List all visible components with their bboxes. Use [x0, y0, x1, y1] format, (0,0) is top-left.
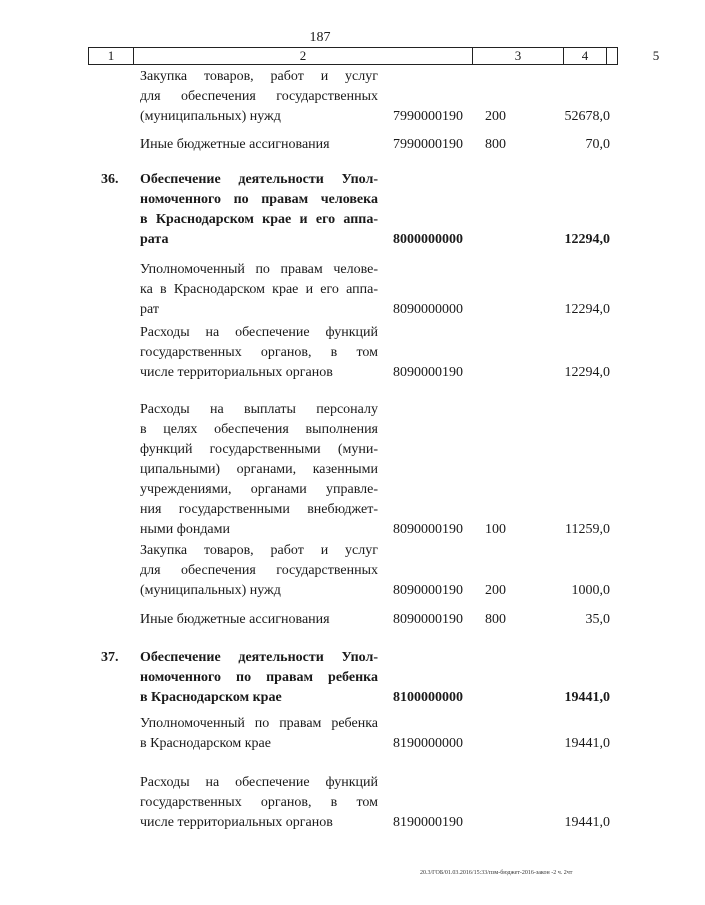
header-col-5: 5	[652, 48, 660, 63]
item-number: 37.	[101, 650, 119, 665]
header-col-3: 3	[473, 48, 564, 64]
expense-type-code: 100	[485, 522, 506, 537]
target-article-code: 7990000190	[393, 137, 463, 152]
description-line: функций государственными (муни-	[140, 442, 378, 457]
description-line: для обеспечения государственных	[140, 89, 378, 104]
row-description	[140, 260, 378, 320]
row-description	[140, 323, 378, 383]
expense-type-code: 800	[485, 137, 506, 152]
expense-type-code: 800	[485, 612, 506, 627]
description-line: (муниципальных) нужд	[140, 109, 281, 124]
description-line: числе территориальных органов	[140, 365, 333, 380]
description-line: Обеспечение деятельности Упол-	[140, 650, 378, 665]
row-description	[140, 67, 378, 127]
row-description	[140, 400, 378, 540]
target-article-code: 8090000190	[393, 612, 463, 627]
description-line: Уполномоченный по правам ребенка	[140, 716, 378, 731]
row-description	[140, 610, 378, 630]
amount: 19441,0	[564, 815, 610, 830]
expense-type-code: 200	[485, 109, 506, 124]
target-article-code: 8090000190	[393, 522, 463, 537]
description-line: Расходы на обеспечение функций	[140, 775, 378, 790]
description-line: в целях обеспечения выполнения	[140, 422, 378, 437]
description-line: Расходы на выплаты персоналу	[140, 402, 378, 417]
target-article-code: 8000000000	[393, 232, 463, 247]
description-line: рат	[140, 302, 159, 317]
description-line: государственных органов, в том	[140, 795, 378, 810]
description-line: Уполномоченный по правам челове-	[140, 262, 378, 277]
target-article-code: 8190000190	[393, 815, 463, 830]
description-line: числе территориальных органов	[140, 815, 333, 830]
header-col-2: 2	[134, 48, 473, 64]
description-line: номоченного по правам ребенка	[140, 670, 378, 685]
description-line: учреждениями, органами управле-	[140, 482, 378, 497]
description-line: в Краснодарском крае	[140, 736, 271, 751]
row-description	[140, 135, 378, 155]
page-number: 187	[309, 30, 331, 45]
header-col-1: 1	[89, 48, 134, 64]
amount: 1000,0	[571, 583, 610, 598]
description-line: номоченного по правам человека	[140, 192, 378, 207]
description-line: Иные бюджетные ассигнования	[140, 612, 330, 627]
target-article-code: 8090000190	[393, 583, 463, 598]
amount: 70,0	[585, 137, 610, 152]
amount: 12294,0	[564, 365, 610, 380]
target-article-code: 7990000190	[393, 109, 463, 124]
target-article-code: 8090000190	[393, 365, 463, 380]
description-line: для обеспечения государственных	[140, 563, 378, 578]
description-line: Иные бюджетные ассигнования	[140, 137, 330, 152]
description-line: Расходы на обеспечение функций	[140, 325, 378, 340]
item-number: 36.	[101, 172, 119, 187]
header-col-4: 4	[564, 48, 607, 64]
description-line: Обеспечение деятельности Упол-	[140, 172, 378, 187]
target-article-code: 8090000000	[393, 302, 463, 317]
description-line: рата	[140, 232, 169, 247]
expense-type-code: 200	[485, 583, 506, 598]
amount: 11259,0	[565, 522, 610, 537]
row-description	[140, 541, 378, 601]
description-line: ка в Краснодарском крае и его аппа-	[140, 282, 378, 297]
amount: 12294,0	[564, 232, 610, 247]
row-description	[140, 648, 378, 708]
target-article-code: 8190000000	[393, 736, 463, 751]
footer-stamp: 20.3/ГОБ/01.03.2016/15:33/пзм-бюджет-2016-закон -2 ч. 2чт	[420, 870, 573, 876]
amount: 19441,0	[564, 736, 610, 751]
description-line: в Краснодарском крае и его аппа-	[140, 212, 378, 227]
row-description	[140, 170, 378, 250]
table-header	[88, 47, 660, 65]
description-line: ципальными) органами, казенными	[140, 462, 378, 477]
amount: 52678,0	[564, 109, 610, 124]
description-line: Закупка товаров, работ и услуг	[140, 543, 378, 558]
description-line: ния государственными внебюджет-	[140, 502, 378, 517]
row-description	[140, 714, 378, 754]
amount: 35,0	[585, 612, 610, 627]
description-line: государственных органов, в том	[140, 345, 378, 360]
target-article-code: 8100000000	[393, 690, 463, 705]
amount: 12294,0	[564, 302, 610, 317]
description-line: ными фондами	[140, 522, 231, 537]
description-line: (муниципальных) нужд	[140, 583, 281, 598]
description-line: в Краснодарском крае	[140, 690, 282, 705]
description-line: Закупка товаров, работ и услуг	[140, 69, 378, 84]
row-description	[140, 773, 378, 833]
amount: 19441,0	[564, 690, 610, 705]
